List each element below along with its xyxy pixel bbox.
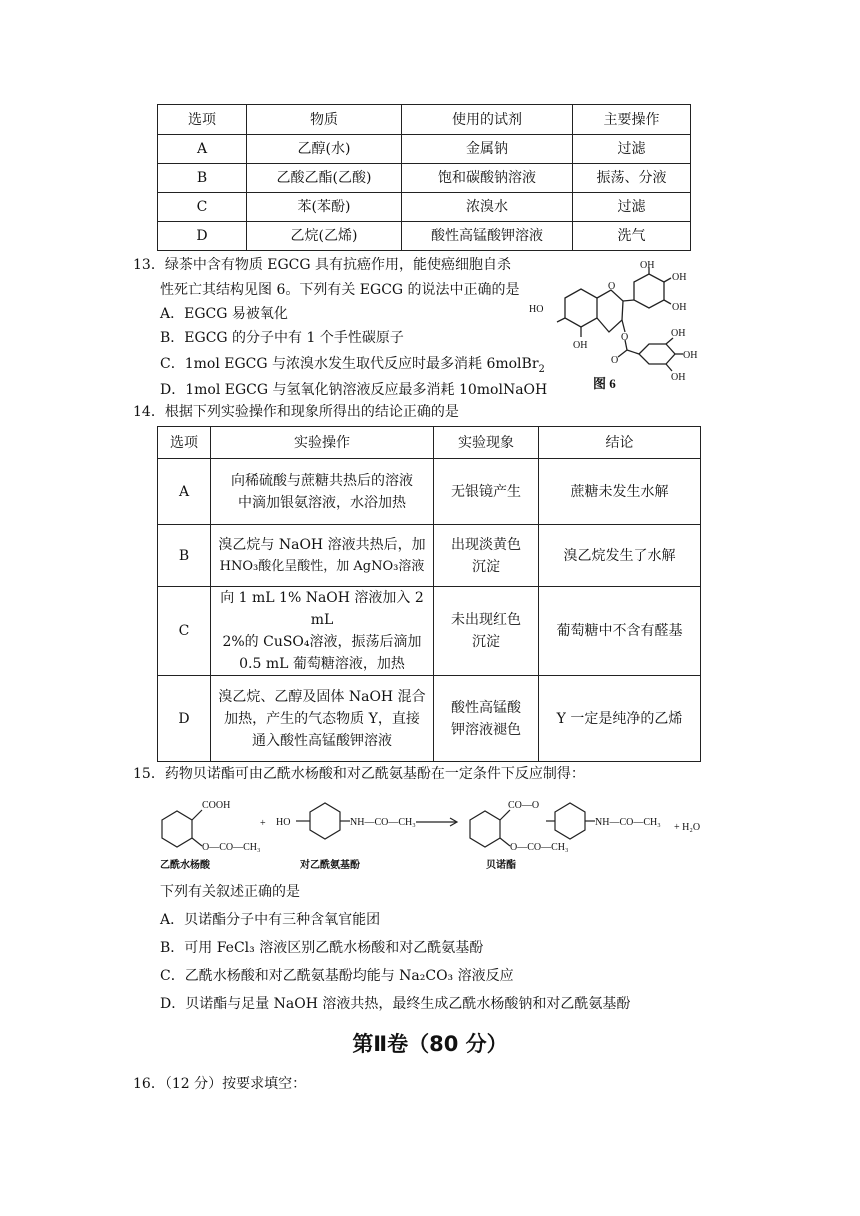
cell-line: 酸性高锰酸 <box>451 699 521 716</box>
figure-label: OH <box>683 350 698 361</box>
q15-option-a: A．贝诺酯分子中有三种含氧官能团 <box>160 912 381 928</box>
figure-label: O <box>608 281 616 292</box>
table-cell <box>434 587 539 676</box>
table-header-cell: 实验操作 <box>211 427 434 459</box>
compound-name: 对乙酰氨基酚 <box>300 860 360 871</box>
scheme-label: HO <box>276 817 291 828</box>
cell-line: 向 1 mL 1% NaOH 溶液加入 2 mL <box>220 590 424 628</box>
table-row <box>158 525 701 587</box>
table-row <box>158 164 691 193</box>
table-cell: 葡萄糖中不含有醛基 <box>539 587 701 676</box>
q13-option-c-text: C．1mol EGCG 与浓溴水发生取代反应时最多消耗 6molBr <box>160 356 539 372</box>
egcg-structure-figure <box>525 260 755 398</box>
q15-stem: 15．药物贝诺酯可由乙酰水杨酸和对乙酰氨基酚在一定条件下反应制得： <box>133 766 585 782</box>
cell-line: 溴乙烷与 NaOH 溶液共热后，加 <box>218 536 426 553</box>
table-header-cell: 主要操作 <box>573 105 691 135</box>
scheme-label: O—CO—CH₃ <box>510 842 569 853</box>
table-header-cell: 物质 <box>247 105 402 135</box>
figure-label: OH <box>573 340 588 351</box>
table-cell: 蔗糖未发生水解 <box>539 459 701 525</box>
q13-option-b: B．EGCG 的分子中有 1 个手性碳原子 <box>160 330 404 346</box>
cell-line: 未出现红色 <box>451 612 521 628</box>
table-cell: 金属钠 <box>402 135 573 164</box>
table-header-row <box>158 427 701 459</box>
table-header-cell: 实验现象 <box>434 427 539 459</box>
table-cell: D <box>158 222 247 251</box>
cell-line: 沉淀 <box>472 558 500 575</box>
cell-line: 无银镜产生 <box>451 483 521 500</box>
cell-line: 出现淡黄色 <box>451 536 521 553</box>
table-cell: 乙醇(水) <box>247 135 402 164</box>
table-cell: C <box>158 587 211 676</box>
table-header-cell: 选项 <box>158 427 211 459</box>
q13-stem-line2: 性死亡其结构见图 6。下列有关 EGCG 的说法中正确的是 <box>160 282 520 298</box>
table-header-row <box>158 105 691 135</box>
table-row <box>158 135 691 164</box>
q13-option-c <box>160 354 545 380</box>
table-cell: 过滤 <box>573 193 691 222</box>
table-cell <box>211 459 434 525</box>
table-cell: C <box>158 193 247 222</box>
compound-name: 贝诺酯 <box>486 860 516 871</box>
cell-line: 沉淀 <box>472 634 500 650</box>
scheme-label: CO—O <box>508 800 540 811</box>
table-cell <box>211 676 434 762</box>
cell-line: 0.5 mL 葡萄糖溶液，加热 <box>239 656 405 672</box>
table-cell: 酸性高锰酸钾溶液 <box>402 222 573 251</box>
q15-option-c: C．乙酰水杨酸和对乙酰氨基酚均能与 Na₂CO₃ 溶液反应 <box>160 968 514 984</box>
table-cell: 乙酸乙酯(乙酸) <box>247 164 402 193</box>
table-cell: 乙烷(乙烯) <box>247 222 402 251</box>
table-cell: 溴乙烷发生了水解 <box>539 525 701 587</box>
figure-label: HO <box>529 304 544 315</box>
figure-caption: 图 6 <box>593 376 616 391</box>
figure-label: OH <box>672 272 687 283</box>
table-cell <box>211 525 434 587</box>
table-header-cell: 使用的试剂 <box>402 105 573 135</box>
q13-option-a: A．EGCG 易被氧化 <box>160 306 288 322</box>
q15-option-b: B．可用 FeCl₃ 溶液区别乙酰水杨酸和对乙酰氨基酚 <box>160 940 484 956</box>
table-cell: B <box>158 525 211 587</box>
figure-label: O <box>611 355 619 366</box>
cell-line: 向稀硫酸与蔗糖共热后的溶液 <box>231 472 413 489</box>
table-cell: D <box>158 676 211 762</box>
cell-line: 钾溶液褪色 <box>451 721 521 738</box>
q14-stem: 14．根据下列实验操作和现象所得出的结论正确的是 <box>133 404 459 420</box>
table-cell: 苯(苯酚) <box>247 193 402 222</box>
table-cell: A <box>158 459 211 525</box>
table-row <box>158 676 701 762</box>
scheme-label: NH—CO—CH₃ <box>595 817 661 828</box>
table-cell: A <box>158 135 247 164</box>
table-separation <box>157 104 691 251</box>
figure-label: OH <box>672 302 687 313</box>
q13-option-d: D．1mol EGCG 与氢氧化钠溶液反应最多消耗 10molNaOH <box>160 382 548 398</box>
table-experiments <box>157 426 701 762</box>
table-cell: 洗气 <box>573 222 691 251</box>
table-row <box>158 222 691 251</box>
scheme-label: COOH <box>202 800 231 811</box>
scheme-label: O—CO—CH₃ <box>202 842 261 853</box>
cell-line: HNO₃酸化呈酸性，加 AgNO₃溶液 <box>219 558 425 574</box>
q15-lead: 下列有关叙述正确的是 <box>160 884 300 900</box>
table-cell: 饱和碳酸钠溶液 <box>402 164 573 193</box>
table-cell: B <box>158 164 247 193</box>
table-header-cell: 结论 <box>539 427 701 459</box>
q13-stem-line1: 13．绿茶中含有物质 EGCG 具有抗癌作用，能使癌细胞自杀 <box>133 257 512 273</box>
table-cell <box>434 525 539 587</box>
cell-line: 加热，产生的气态物质 Y，直接 <box>224 710 420 727</box>
scheme-label: + <box>260 818 266 829</box>
figure-label: OH <box>671 328 686 339</box>
cell-line: 通入酸性高锰酸钾溶液 <box>252 732 392 749</box>
table-cell <box>434 676 539 762</box>
q15-option-d: D．贝诺酯与足量 NaOH 溶液共热，最终生成乙酰水杨酸钠和对乙酰氨基酚 <box>160 996 631 1012</box>
table-row <box>158 587 701 676</box>
figure-label: O <box>621 332 629 343</box>
table-row <box>158 459 701 525</box>
figure-label: OH <box>671 372 686 383</box>
figure-label: OH <box>640 260 655 271</box>
table-cell: 振荡、分液 <box>573 164 691 193</box>
cell-line: 2%的 CuSO₄溶液，振荡后滴加 <box>222 634 422 650</box>
table-header-cell: 选项 <box>158 105 247 135</box>
scheme-label: NH—CO—CH₃ <box>350 817 416 828</box>
table-row <box>158 193 691 222</box>
cell-line: 中滴加银氨溶液，水浴加热 <box>238 494 406 511</box>
section-title: 第Ⅱ卷（80 分） <box>352 1032 508 1056</box>
table-cell: Y 一定是纯净的乙烯 <box>539 676 701 762</box>
reaction-scheme <box>150 792 710 872</box>
scheme-label: + H₂O <box>674 822 701 833</box>
table-cell <box>434 459 539 525</box>
compound-name: 乙酰水杨酸 <box>160 860 210 871</box>
table-cell: 过滤 <box>573 135 691 164</box>
q13-option-c-subscript: 2 <box>538 363 545 375</box>
table-cell: 浓溴水 <box>402 193 573 222</box>
cell-line: 溴乙烷、乙醇及固体 NaOH 混合 <box>218 688 426 705</box>
table-cell <box>211 587 434 676</box>
q16-stem: 16．（12 分）按要求填空： <box>133 1076 307 1092</box>
